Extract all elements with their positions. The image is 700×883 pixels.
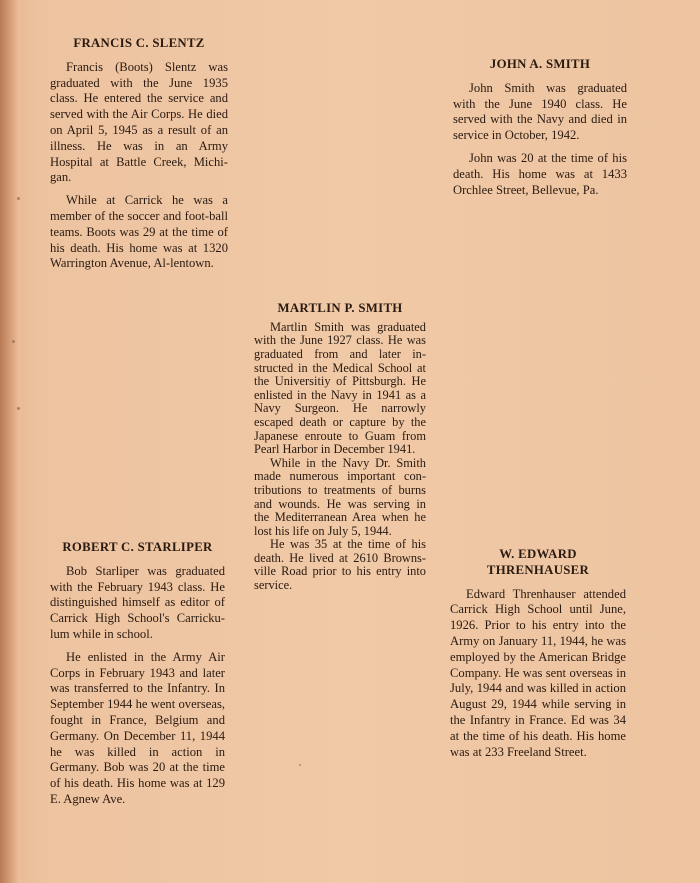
entry-paragraph: While in the Navy Dr. Smith made numerous important con-tributions to treatments of burns and wounds. He was serving in the Mediterranean Area when he lost his life on July 5, 1944. [254,455,426,538]
paper-speck [299,764,301,766]
entry-paragraph: He was 35 at the time of his death. He lived at 2610 Browns-ville Road prior to his entry into service. [254,537,426,593]
page-binding-edge [0,0,18,883]
entry-name: FRANCIS C. SLENTZ [73,36,205,50]
entry-paragraph: Edward Threnhauser attended Carrick High School until June, 1926. Prior to his entry into the Army on January 11, 1944, he was employed by the American Bridge Company. He was sent overseas in July, 1944 and was killed in action August 29, 1944 while serving in the Infantry in France. Ed was 34 at the time of his death. His home was at 233 Freeland Street. [450,586,626,759]
entry-paragraph: While at Carrick he was a member of the soccer and foot-ball teams. Boots was 29 at the time of his death. His home was at 1320 Warrington Avenue, Al-lentown. [50,193,228,271]
entry-paragraph: John Smith was graduated with the June 1940 class. He served with the Navy and died in service in October, 1942. [453,80,627,143]
entry-martlin-smith [254,301,426,593]
entry-paragraph: Francis (Boots) Slentz was graduated with the June 1935 class. He entered the service and served with the Air Corps. He died on April 5, 1945 as a result of an illness. He was in an Army Hospital at Battle Creek, Michi-gan. [50,59,228,185]
entry-name: W. EDWARD THRENHAUSER [486,547,590,577]
entry-edward-threnhauser [450,547,626,767]
entry-paragraph: Bob Starliper was graduated with the February 1943 class. He distinguished himself as editor of Carrick High School's Carricku-lum while in school. [50,563,225,641]
entry-robert-starliper [50,540,225,815]
paper-speck [17,197,20,200]
entry-paragraph: John was 20 at the time of his death. His home was at 1433 Orchlee Street, Bellevue, Pa. [453,150,627,197]
entry-paragraph: He enlisted in the Army Air Corps in February 1943 and later was transferred to the Infantry. In September 1944 he went overseas, fought in France, Belgium and Germany. On December 11, 1944 he was killed in action in Germany. Bob was 20 at the time of his death. His home was at 129 E. Agnew Ave. [50,649,225,806]
entry-francis-slentz [50,36,228,279]
entry-john-smith [453,57,627,205]
paper-speck [12,340,15,343]
entry-name: ROBERT C. STARLIPER [62,540,213,554]
entry-name: JOHN A. SMITH [489,57,591,71]
entry-paragraph: Martlin Smith was graduated with the June 1927 class. He was graduated from and later in-structed in the Medical School at the Universitiy of Pittsburgh. He enlisted in the Navy in 1941 as a Navy Surgeon. He narrowly escaped death or capture by the Japanese enroute to Guam from Pearl Harbor in December 1941. [254,319,426,457]
paper-speck [17,407,20,410]
entry-name: MARTLIN P. SMITH [277,301,403,315]
